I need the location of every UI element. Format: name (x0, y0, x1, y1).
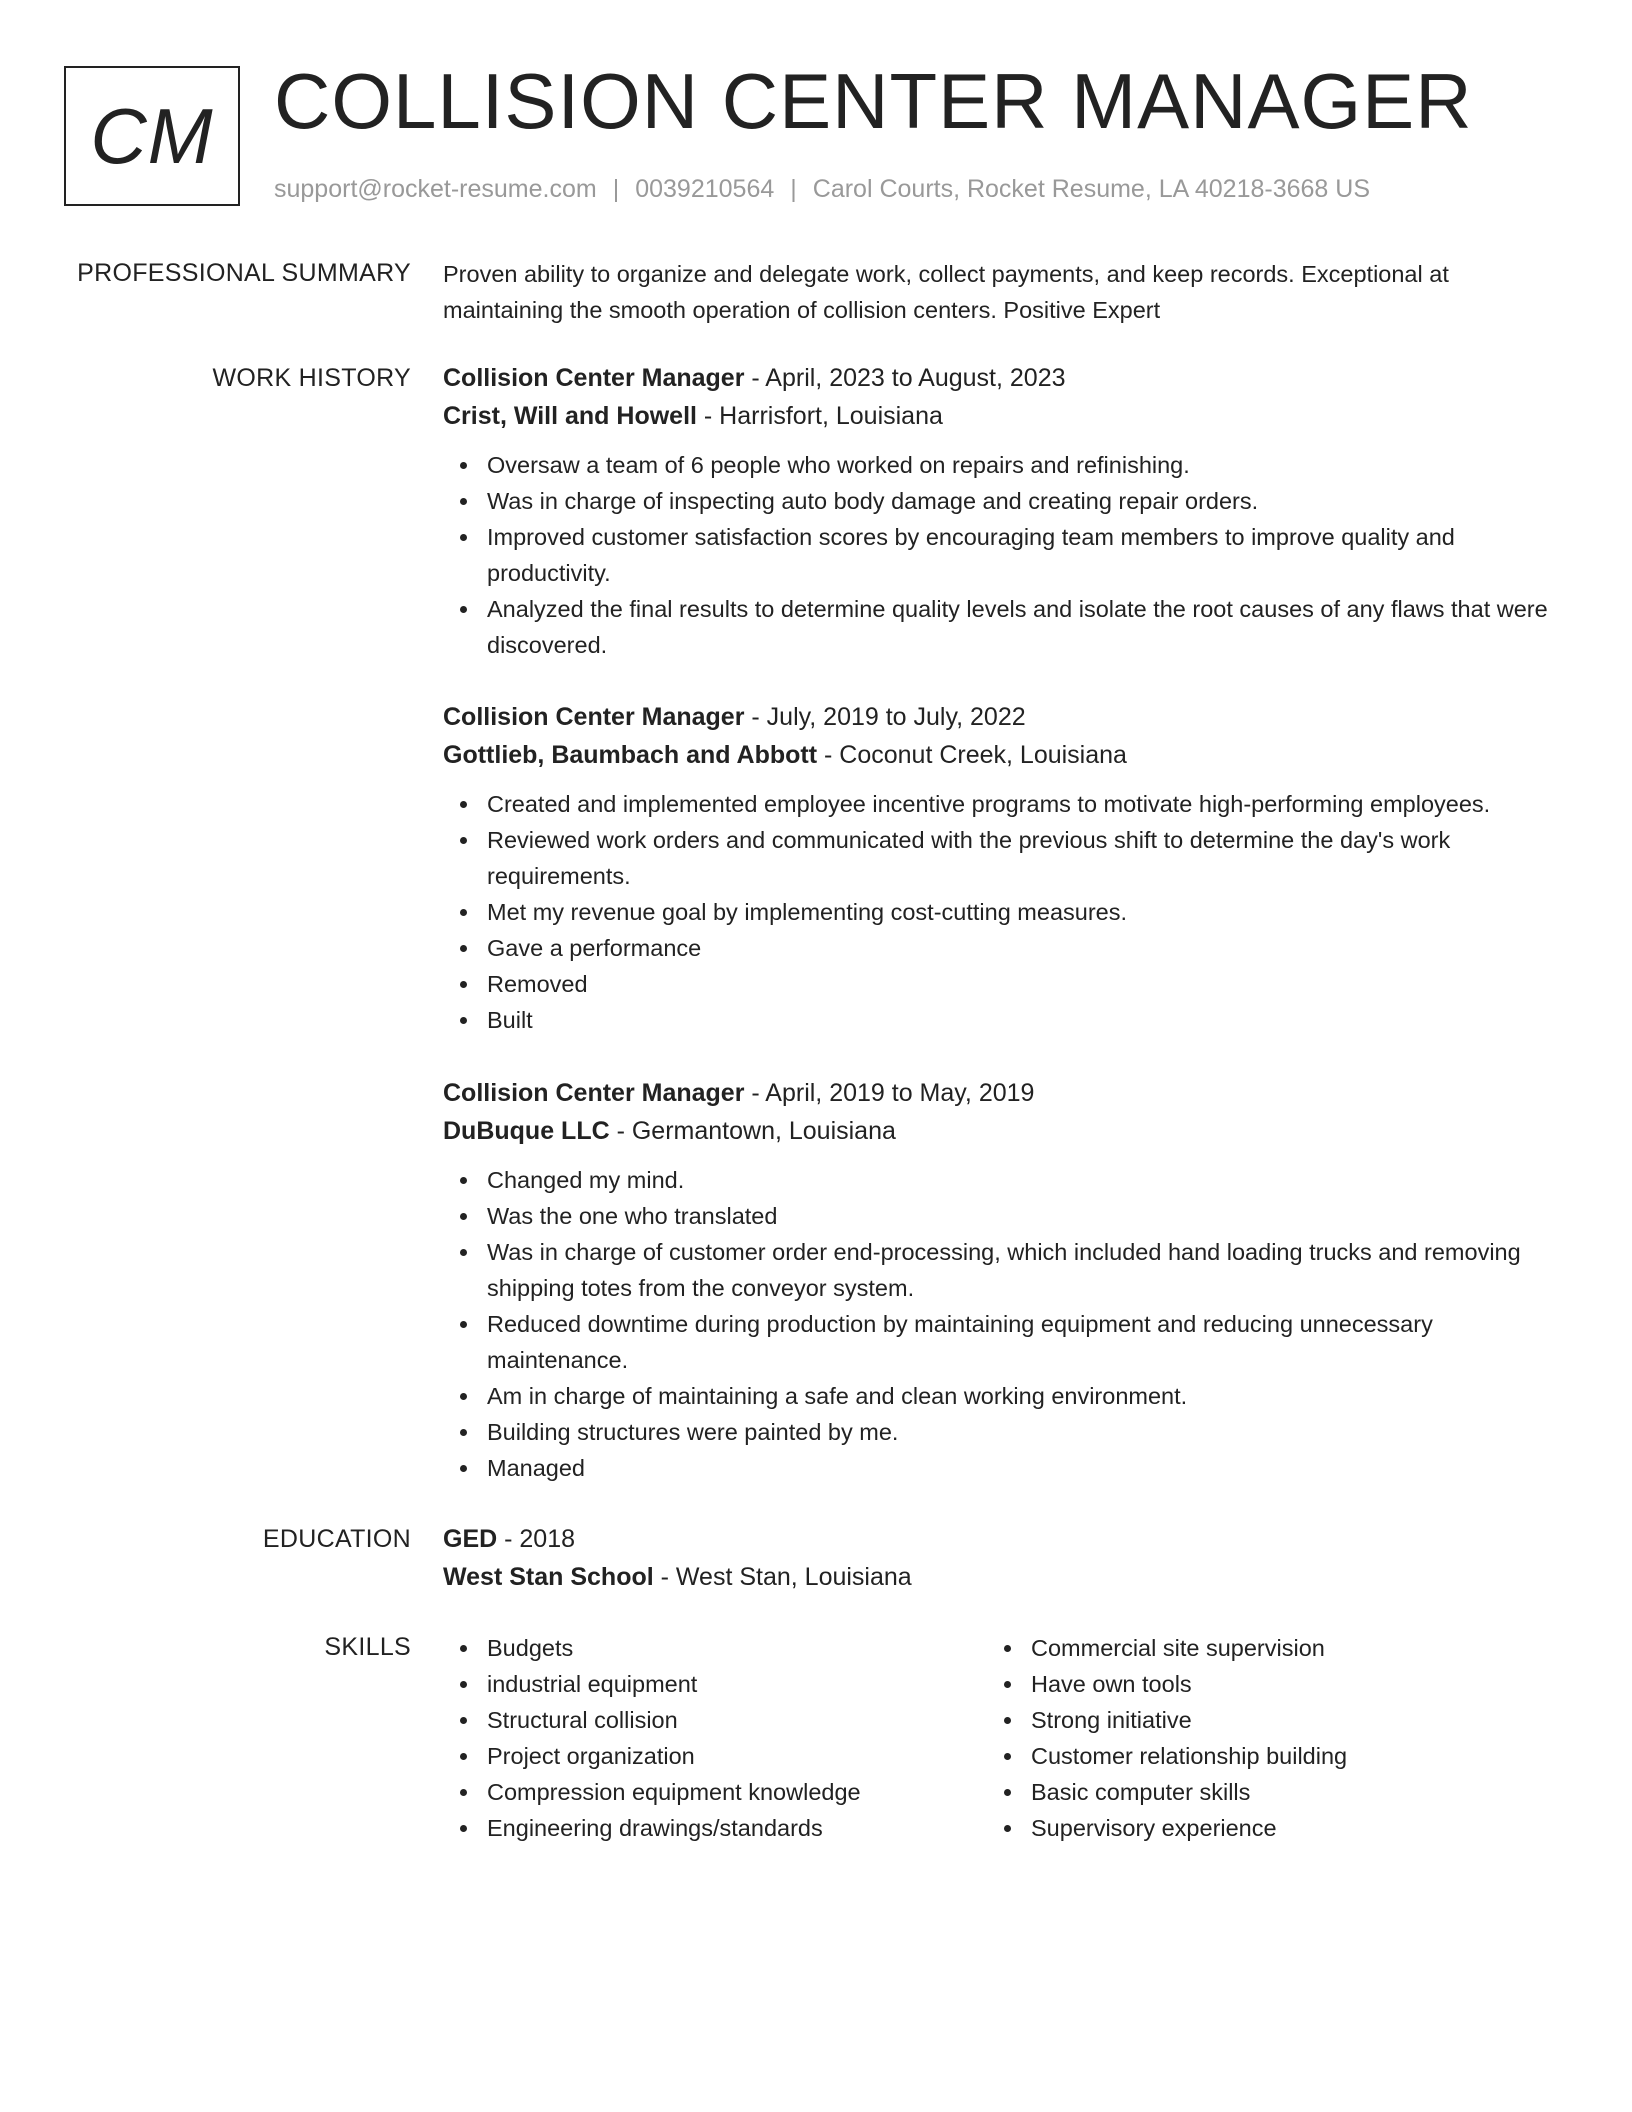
contact-address: Carol Courts, Rocket Resume, LA 40218-3668 US (812, 175, 1370, 203)
education-degree: GED (443, 1525, 498, 1553)
skill-item: Strong initiative (1031, 1702, 1531, 1738)
education-entry (443, 1520, 1563, 1596)
job-bullet: Changed my mind. (487, 1162, 1563, 1198)
skills-column-right (987, 1630, 1531, 1846)
job-bullet: Gave a performance (487, 930, 1563, 966)
skills-column-left (443, 1630, 987, 1846)
education-year: - 2018 (497, 1525, 576, 1553)
job-dates: - April, 2019 to May, 2019 (744, 1079, 1035, 1107)
job-company: Gottlieb, Baumbach and Abbott (443, 741, 818, 769)
job-entry-2 (443, 698, 1563, 1038)
summary-text: Proven ability to organize and delegate work, collect payments, and keep records. Exceptional at maintaining the smooth operation of collision centers. Positive Expert (443, 261, 1449, 323)
contact-email: support@rocket-resume.com (274, 175, 597, 203)
job-bullet: Removed (487, 966, 1563, 1002)
skill-item: Budgets (487, 1630, 987, 1666)
contact-line (274, 172, 1370, 206)
job-bullet: Met my revenue goal by implementing cost-cutting measures. (487, 894, 1563, 930)
job-bullet: Reviewed work orders and communicated with the previous shift to determine the day's work requirements. (487, 822, 1563, 894)
contact-phone: 0039210564 (635, 175, 775, 203)
job-bullet: Building structures were painted by me. (487, 1414, 1563, 1450)
job-bullet-list (443, 786, 1563, 1038)
skills-list-left (443, 1630, 987, 1846)
job-title: Collision Center Manager (443, 364, 745, 392)
skill-item: Commercial site supervision (1031, 1630, 1531, 1666)
job-bullet: Improved customer satisfaction scores by encouraging team members to improve quality and productivity. (487, 519, 1563, 591)
contact-separator: | (790, 175, 797, 203)
education-heading: EDUCATION (262, 1525, 411, 1553)
job-location: - Coconut Creek, Louisiana (817, 741, 1127, 769)
skill-item: Basic computer skills (1031, 1774, 1531, 1810)
job-entry-3 (443, 1074, 1563, 1486)
job-entry-1 (443, 359, 1563, 663)
job-bullet: Analyzed the final results to determine quality levels and isolate the root causes of any flaws that were discovered. (487, 591, 1563, 663)
job-title: Collision Center Manager (443, 1079, 745, 1107)
contact-separator: | (612, 175, 620, 203)
job-bullet: Was in charge of inspecting auto body damage and creating repair orders. (487, 483, 1563, 519)
resume-name: COLLISION CENTER MANAGER (274, 57, 1473, 145)
education-degree-line (443, 1520, 1563, 1558)
skill-item: Engineering drawings/standards (487, 1810, 987, 1846)
job-location: - Germantown, Louisiana (609, 1117, 896, 1145)
job-dates: - April, 2023 to August, 2023 (744, 364, 1066, 392)
education-school: West Stan School (443, 1563, 654, 1591)
skill-item: Supervisory experience (1031, 1810, 1531, 1846)
job-bullet: Oversaw a team of 6 people who worked on repairs and refinishing. (487, 447, 1563, 483)
summary-heading: PROFESSIONAL SUMMARY (77, 259, 411, 287)
job-company: DuBuque LLC (443, 1117, 610, 1145)
job-dates: - July, 2019 to July, 2022 (744, 703, 1026, 731)
job-bullet: Managed (487, 1450, 1563, 1486)
job-bullet-list (443, 447, 1563, 663)
education-location: - West Stan, Louisiana (653, 1563, 912, 1591)
job-title-line (443, 1074, 1563, 1112)
job-bullet: Created and implemented employee incentive programs to motivate high-performing employees. (487, 786, 1563, 822)
job-bullet: Was the one who translated (487, 1198, 1563, 1234)
skill-item: Structural collision (487, 1702, 987, 1738)
skill-item: Compression equipment knowledge (487, 1774, 987, 1810)
skills-list-right (987, 1630, 1531, 1846)
skill-item: Have own tools (1031, 1666, 1531, 1702)
skill-item: Customer relationship building (1031, 1738, 1531, 1774)
job-bullet: Was in charge of customer order end-processing, which included hand loading trucks and removing shipping totes from the conveyor system. (487, 1234, 1563, 1306)
skills-columns (443, 1630, 1563, 1846)
monogram-logo: CM (64, 66, 240, 206)
job-company-line (443, 1112, 1563, 1150)
work-history-heading: WORK HISTORY (212, 364, 411, 392)
job-title-line (443, 359, 1563, 397)
job-company-line (443, 736, 1563, 774)
job-location: - Harrisfort, Louisiana (696, 402, 943, 430)
job-company-line (443, 397, 1563, 435)
education-school-line (443, 1558, 1563, 1596)
job-title: Collision Center Manager (443, 703, 745, 731)
job-bullet: Built (487, 1002, 1563, 1038)
job-title-line (443, 698, 1563, 736)
skills-heading: SKILLS (324, 1633, 411, 1661)
job-company: Crist, Will and Howell (443, 402, 697, 430)
skills-section (443, 1630, 1563, 1846)
job-bullet: Am in charge of maintaining a safe and clean working environment. (487, 1378, 1563, 1414)
skill-item: Project organization (487, 1738, 987, 1774)
job-bullet-list (443, 1162, 1563, 1486)
job-bullet: Reduced downtime during production by maintaining equipment and reducing unnecessary maintenance. (487, 1306, 1563, 1378)
skill-item: industrial equipment (487, 1666, 987, 1702)
